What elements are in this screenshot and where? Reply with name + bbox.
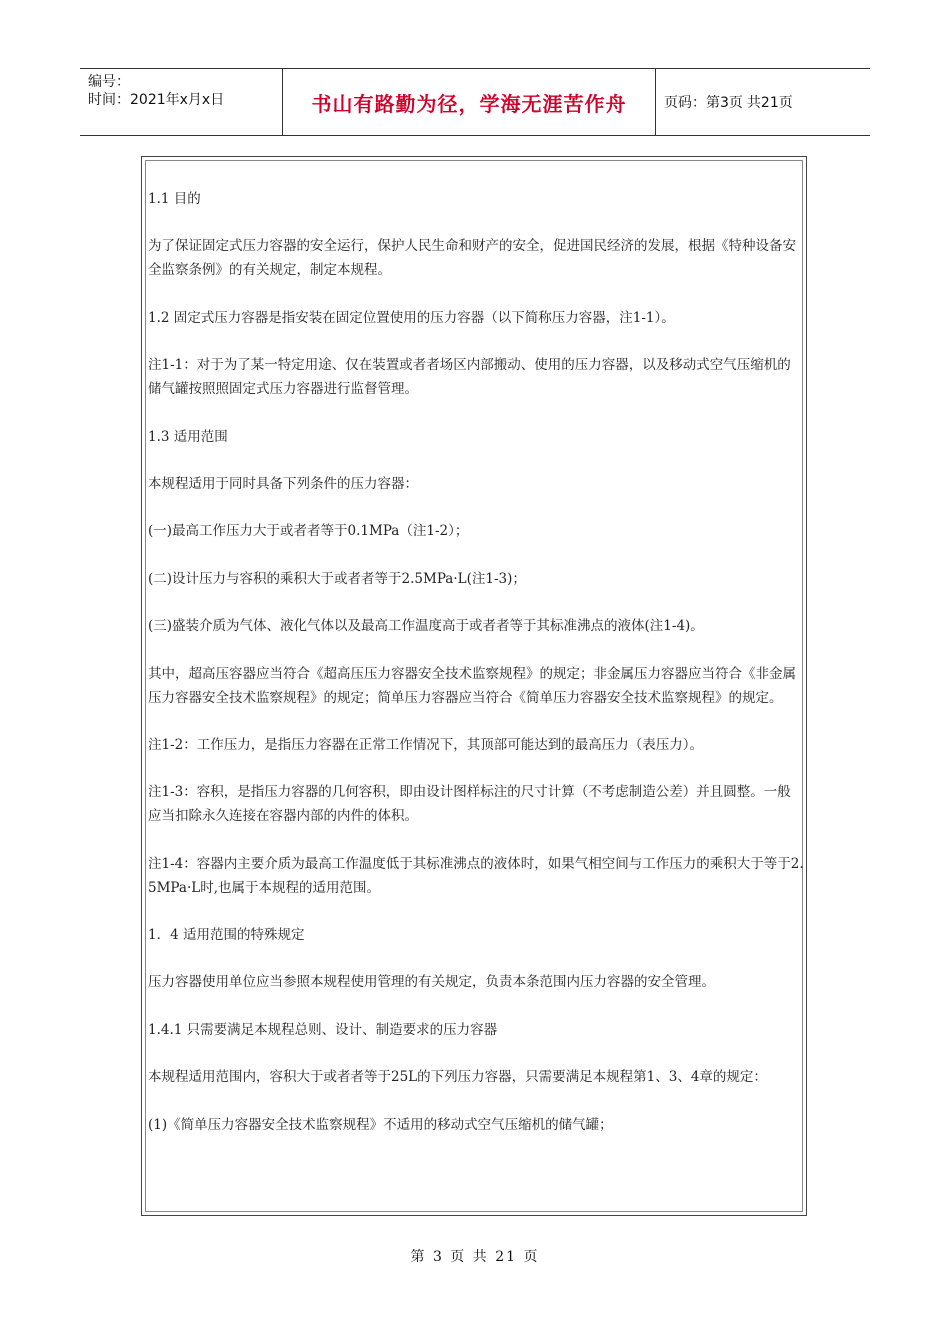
section-heading: 1．4 适用范围的特殊规定	[148, 927, 305, 944]
note-paragraph: 注1-1：对于为了某一特定用途、仅在装置或者者场区内部搬动、使用的压力容器，以及移动式空气压缩机的储气罐按照照固定式压力容器进行监督管理。	[148, 357, 791, 398]
paragraph: 压力容器使用单位应当参照本规程使用管理的有关规定，负责本条范围内压力容器的安全管理。	[148, 974, 715, 991]
page-footer: 第 3 页 共 21 页	[410, 1249, 540, 1265]
header-page-number: 页码：第3页	[664, 95, 743, 111]
header-page-total: 共21页	[746, 95, 793, 111]
section-heading: 1.4.1 只需要满足本规程总则、设计、制造要求的压力容器	[148, 1021, 498, 1038]
section-heading: 1.1 目的	[148, 191, 201, 207]
page-header	[80, 68, 870, 136]
list-item: (一)最高工作压力大于或者者等于0.1MPa（注1-2）；	[148, 523, 469, 540]
header-meta	[88, 73, 288, 109]
list-item: (三)盛装介质为气体、液化气体以及最高工作温度高于或者者等于其标准沸点的液体(注1-4)。	[148, 618, 704, 635]
header-divider	[655, 69, 656, 135]
document-body	[148, 187, 804, 1160]
note-paragraph: 注1-4：容器内主要介质为最高工作温度低于其标准沸点的液体时，如果气相空间与工作压力的乘积大于等于2.5MPa·L时,也属于本规程的适用范围。	[148, 855, 804, 896]
section-heading: 1.3 适用范围	[148, 428, 228, 445]
list-item: (二)设计压力与容积的乘积大于或者者等于2.5MPa·L(注1-3)；	[148, 570, 526, 587]
note-paragraph: 注1-3：容积，是指压力容器的几何容积，即由设计图样标注的尺寸计算（不考虑制造公差）并且圆整。一般应当扣除永久连接在容器内部的内件的体积。	[148, 784, 791, 825]
paragraph: 其中，超高压容器应当符合《超高压压力容器安全技术监察规程》的规定；非金属压力容器应当符合《非金属压力容器安全技术监察规程》的规定；简单压力容器应当符合《简单压力容器安全技术监察规程》的规定。	[148, 665, 796, 706]
header-page-info	[664, 69, 797, 135]
list-item: (1)《简单压力容器安全技术监察规程》不适用的移动式空气压缩机的储气罐；	[148, 1116, 613, 1133]
header-motto: 书山有路勤为径，学海无涯苦作舟	[311, 91, 627, 116]
paragraph: 本规程适用于同时具备下列条件的压力容器：	[148, 475, 418, 492]
paragraph: 本规程适用范围内，容积大于或者者等于25L的下列压力容器，只需要满足本规程第1、3、4章的规定：	[148, 1069, 767, 1086]
note-paragraph: 注1-2：工作压力，是指压力容器在正常工作情况下，其顶部可能达到的最高压力（表压力）。	[148, 736, 703, 753]
paragraph: 为了保证固定式压力容器的安全运行，保护人民生命和财产的安全，促进国民经济的发展，根据《特种设备安全监察条例》的有关规定，制定本规程。	[148, 238, 796, 279]
document-date: 时间：2021年x月x日	[88, 92, 225, 108]
document-number: 编号：	[88, 74, 130, 90]
paragraph: 1.2 固定式压力容器是指安装在固定位置使用的压力容器（以下简称压力容器，注1-1）。	[148, 309, 675, 326]
